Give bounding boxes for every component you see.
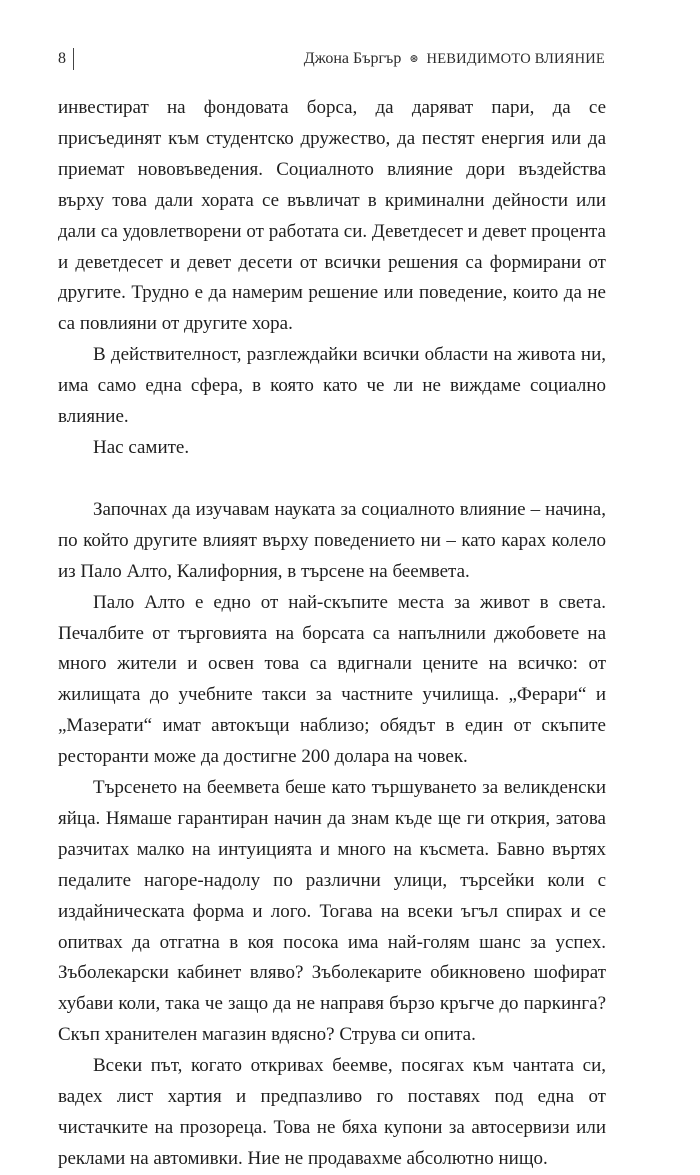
paragraph: В действителност, разглеждайки всички области на живота ни, има само една сфера, в която като че ли не виждаме социално влияние.	[58, 344, 606, 428]
book-title: НЕВИДИМОТО ВЛИЯНИЕ	[426, 51, 605, 67]
body-text	[58, 93, 606, 1175]
ornament-icon: ⊛	[409, 53, 419, 65]
author-name: Джона Бъргър	[303, 50, 402, 67]
running-header	[58, 48, 605, 72]
running-head	[304, 50, 605, 68]
paragraph: Всеки път, когато откривах беемве, посягах към чантата си, вадех лист хартия и предпазливо го поставях под една от чистачките на прозореца. Това не бяха купони за автосервизи или реклами на автомивки. Ние не продавахме абсолютно нищо.	[58, 1055, 606, 1169]
paragraph: Търсенето на беемвета беше като тършуването за великденски яйца. Нямаше гарантиран начин да знам къде ще ги открия, затова разчитах малко на интуицията и много на късмета. Бавно въртях педалите нагоре-надолу по различни улици, търсейки коли с издайническата форма и лого. Тогава на всеки ъгъл спирах и се опитвах да отгатна в коя посока има най-голям шанс за успех. Зъболекарски кабинет вляво? Зъболекарите обикновено шофират хубави коли, така че защо да не направя бързо кръгче до паркинга? Скъп хранителен магазин вдясно? Струва си опита.	[58, 777, 606, 1046]
paragraph: Нас самите.	[93, 436, 190, 458]
header-divider	[73, 48, 74, 70]
paragraph: Пало Алто е едно от най-скъпите места за живот в света. Печалбите от търговията на борсата са напълнили джобовете на много жители и освен това са вдигнали цените на всичко: от жилищата до учебните такси за частните училища. „Ферари“ и „Мазерати“ имат автокъщи наблизо; обядът в един от скъпите ресторанти може да достигне 200 долара на човек.	[58, 591, 606, 768]
paragraph: инвестират на фондовата борса, да даряват пари, да се присъединят към студентско дружество, да пестят енергия или да приемат нововъведения. Социалното влияние дори въздейства върху това дали хората се въвличат в криминални дейности или дали са удовлетворени от работата си. Деветдесет и девет процента и деветдесет и девет десети от всички решения са формирани от другите. Трудно е да намерим решение или поведение, които да не са повлияни от другите хора.	[58, 97, 606, 335]
page-number: 8	[58, 50, 66, 67]
section-start-paragraph: Започнах да изучавам науката за социалното влияние – начина, по който другите влияят върху поведението ни – като карах колело из Пало Алто, Калифорния, в търсене на беемвета.	[58, 498, 606, 582]
